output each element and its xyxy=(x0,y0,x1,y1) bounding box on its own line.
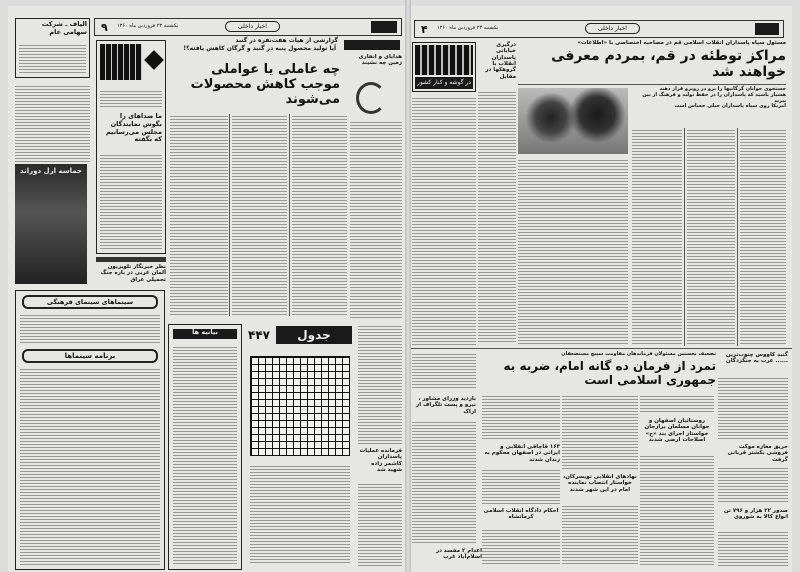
page-header xyxy=(414,20,784,38)
left-newspaper-page xyxy=(8,6,406,572)
logo-caption: هدایای و انفاری زمین چه نشیند xyxy=(358,54,402,67)
film-title: حماسه ارل دوراند xyxy=(20,167,82,175)
date: یکشنبه ۲۳ فروردین ماه ۱۳۶۰ xyxy=(437,25,499,31)
article-title: احکام دادگاه انقلاب اسلامی کرمانشاه xyxy=(483,508,559,521)
statement-title: بیانیه ها xyxy=(173,329,237,339)
country-box xyxy=(412,42,476,92)
section-label: اخبار داخلی xyxy=(225,21,280,32)
article-title: اعدام ۲ مفسد در اسلام‌آباد غرب xyxy=(436,548,482,561)
ad-title: الیاف ـ شرکت سهامی عام xyxy=(41,20,87,36)
diamond-icon xyxy=(144,50,164,70)
article-title: نهادهای انقلابی تویسرکان، خواستار انتصاب نماینده امام در این شهر شدند xyxy=(563,474,637,493)
page-header xyxy=(94,18,402,36)
headline-kicker: گزارشی از هیات هفت‌نفره در گنبد xyxy=(235,37,338,44)
date: یکشنبه ۲۳ فروردین ماه ۱۳۶۰ xyxy=(117,23,179,29)
main-headline: مراکز توطئه در قم، بمردم معرفی خواهند شد xyxy=(551,48,786,81)
cinema-header-1: سینماهای سینمای فرهنگی xyxy=(22,295,158,309)
newspaper-logo xyxy=(371,21,397,33)
headline-2-kicker: تضعیف نخستین مسئولان فرماندهان مقاومت سپیچ مستضعفان xyxy=(561,351,716,357)
section-label: اخبار داخلی xyxy=(585,23,640,34)
crescent-logo xyxy=(356,82,386,114)
main-headline: چه عاملی یا عواملی موجب کاهش محصولات می‌شوند xyxy=(190,62,340,107)
article-title: گنبد کاووس چتوب‌ترین ...... عرب به جنگزدگان xyxy=(725,352,788,365)
news-photo xyxy=(518,88,628,154)
article-title: صدور ۲۲ هزار و ۷۹۶ تن انواع کالا به شوروی xyxy=(723,508,788,521)
article-title: بازدید وزرای مشاور ، نیرو و پست تلگراف از اراک xyxy=(416,396,476,415)
side-item: ما صداهای را بگوش نمایندگان مجلس می‌رسانیم که بگفته xyxy=(105,112,162,144)
crossword-ad-box xyxy=(96,40,166,254)
cinema-listings xyxy=(15,290,165,570)
crossword-title: جدول xyxy=(276,326,352,344)
headline-kicker: مسئول سپاه پاسداران انقلاب اسلامی قم در مصاحبه اختصاصی با «اطلاعات» xyxy=(577,40,786,46)
article-title: ۱۶۳ قاچاقی انقلابی و ایرانی در اصفهان محکوم به زندان شدند xyxy=(484,444,560,463)
crossword-number: ۴۴۷ xyxy=(248,328,270,342)
page-number: ۴ xyxy=(421,23,428,36)
film-poster xyxy=(15,164,87,284)
crossword-grid[interactable] xyxy=(250,356,350,456)
newspaper-logo xyxy=(755,23,779,35)
side-headline: درگیری خیابانی پاسداران انقلاب با گروهکها در مقابل xyxy=(485,42,516,80)
article-title: حریق مغازه موکت فروشی بکشتر قربانی گرفت xyxy=(727,444,788,463)
ad-top-left xyxy=(15,18,90,78)
bottom-item: فرمانده عملیات پاسداران کاشمر زاده شهید شد xyxy=(359,448,402,473)
statements-box xyxy=(168,324,242,570)
right-newspaper-page xyxy=(410,6,792,572)
bullet-list: جستجوی جوانان گرگانیها را برو در روبرو قرار دهند هشیار باشید که پاسداران را در حفظ تولید و فرهنگ از بین ببرند امریکا روی سپاه پاسداران خیلی حساس است xyxy=(642,86,786,110)
short-news-title: نظر خبرنگار تلویزیون آلمان غربی در باره جنگ تحمیلی عراق xyxy=(100,264,166,283)
box-label: در گوشه و کنار کشور xyxy=(415,77,473,89)
article-title: روستائیان اصفهان و جوانان مسلمان برازجان خواستار اجرای بند «ج» اصلاحات ارضی شدند xyxy=(644,418,710,443)
page-fold xyxy=(405,0,411,572)
cinema-header-2: برنامه سینماها xyxy=(22,349,158,363)
page-number: ۹ xyxy=(101,21,108,34)
second-headline: تمرد از فرمان ده گانه امام، ضربه به جمهوری اسلامی است xyxy=(503,359,716,387)
headline-sub: آیا تولید محصول پنبه در گنبد و گرگان کاهش یافته؟! xyxy=(183,45,336,52)
crossword xyxy=(246,324,354,570)
